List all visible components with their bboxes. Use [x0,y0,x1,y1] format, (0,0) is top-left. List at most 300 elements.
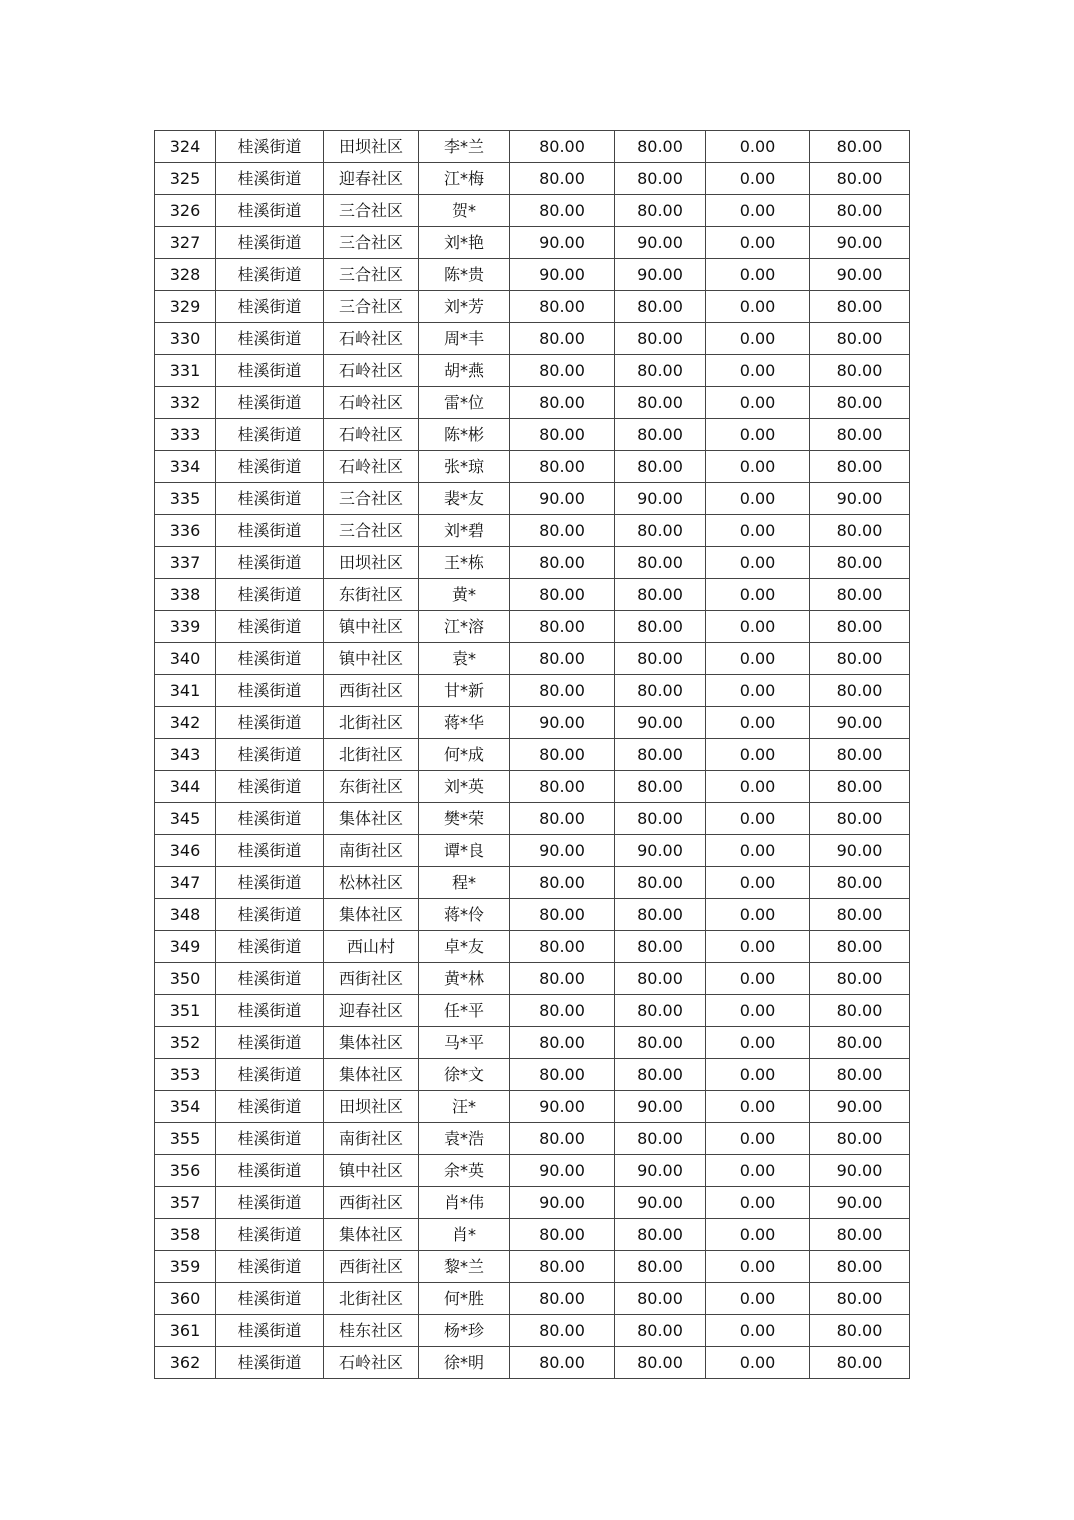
amount-cell-4: 80.00 [810,803,910,835]
street-cell: 桂溪街道 [216,483,324,515]
amount-cell-1: 80.00 [510,963,615,995]
amount-cell-2: 80.00 [615,387,706,419]
table-row [155,579,910,611]
name-cell: 程* [419,867,510,899]
community-cell: 石岭社区 [324,387,419,419]
table-row [155,771,910,803]
row-number-cell: 344 [155,771,216,803]
amount-cell-2: 80.00 [615,803,706,835]
amount-cell-2: 80.00 [615,739,706,771]
amount-cell-3: 0.00 [706,515,810,547]
row-number-cell: 324 [155,131,216,163]
community-cell: 西街社区 [324,1187,419,1219]
amount-cell-1: 80.00 [510,899,615,931]
amount-cell-3: 0.00 [706,451,810,483]
amount-cell-3: 0.00 [706,1059,810,1091]
amount-cell-2: 80.00 [615,419,706,451]
street-cell: 桂溪街道 [216,1283,324,1315]
amount-cell-4: 80.00 [810,899,910,931]
name-cell: 刘*英 [419,771,510,803]
community-cell: 石岭社区 [324,451,419,483]
row-number-cell: 345 [155,803,216,835]
amount-cell-3: 0.00 [706,1251,810,1283]
amount-cell-1: 80.00 [510,995,615,1027]
amount-cell-4: 80.00 [810,419,910,451]
name-cell: 马*平 [419,1027,510,1059]
street-cell: 桂溪街道 [216,387,324,419]
amount-cell-3: 0.00 [706,867,810,899]
amount-cell-3: 0.00 [706,387,810,419]
amount-cell-2: 80.00 [615,355,706,387]
amount-cell-2: 90.00 [615,259,706,291]
amount-cell-1: 80.00 [510,579,615,611]
amount-cell-3: 0.00 [706,323,810,355]
community-cell: 西街社区 [324,675,419,707]
name-cell: 刘*艳 [419,227,510,259]
community-cell: 桂东社区 [324,1315,419,1347]
amount-cell-2: 80.00 [615,323,706,355]
amount-cell-4: 90.00 [810,227,910,259]
amount-cell-2: 80.00 [615,867,706,899]
community-cell: 南街社区 [324,835,419,867]
amount-cell-4: 80.00 [810,963,910,995]
table-row [155,1251,910,1283]
amount-cell-4: 90.00 [810,1091,910,1123]
amount-cell-2: 80.00 [615,131,706,163]
amount-cell-3: 0.00 [706,131,810,163]
name-cell: 李*兰 [419,131,510,163]
street-cell: 桂溪街道 [216,803,324,835]
table-row [155,1027,910,1059]
amount-cell-2: 90.00 [615,835,706,867]
amount-cell-4: 80.00 [810,675,910,707]
amount-cell-2: 80.00 [615,195,706,227]
table-row [155,1155,910,1187]
name-cell: 袁*浩 [419,1123,510,1155]
amount-cell-1: 90.00 [510,835,615,867]
amount-cell-1: 80.00 [510,1347,615,1379]
table-row [155,387,910,419]
name-cell: 周*丰 [419,323,510,355]
amount-cell-3: 0.00 [706,1123,810,1155]
amount-cell-3: 0.00 [706,483,810,515]
amount-cell-4: 80.00 [810,1219,910,1251]
row-number-cell: 334 [155,451,216,483]
name-cell: 刘*碧 [419,515,510,547]
street-cell: 桂溪街道 [216,739,324,771]
amount-cell-1: 80.00 [510,771,615,803]
community-cell: 西街社区 [324,1251,419,1283]
street-cell: 桂溪街道 [216,1347,324,1379]
name-cell: 张*琼 [419,451,510,483]
amount-cell-4: 80.00 [810,547,910,579]
community-cell: 石岭社区 [324,323,419,355]
community-cell: 东街社区 [324,579,419,611]
amount-cell-2: 90.00 [615,707,706,739]
street-cell: 桂溪街道 [216,1187,324,1219]
amount-cell-2: 80.00 [615,771,706,803]
community-cell: 三合社区 [324,227,419,259]
name-cell: 樊*荣 [419,803,510,835]
name-cell: 胡*燕 [419,355,510,387]
amount-cell-2: 80.00 [615,931,706,963]
amount-cell-1: 80.00 [510,1027,615,1059]
row-number-cell: 360 [155,1283,216,1315]
community-cell: 石岭社区 [324,1347,419,1379]
street-cell: 桂溪街道 [216,1315,324,1347]
amount-cell-4: 90.00 [810,259,910,291]
street-cell: 桂溪街道 [216,931,324,963]
table-row [155,1219,910,1251]
row-number-cell: 339 [155,611,216,643]
row-number-cell: 336 [155,515,216,547]
table-row [155,643,910,675]
row-number-cell: 326 [155,195,216,227]
table-row [155,1347,910,1379]
amount-cell-2: 80.00 [615,963,706,995]
table-row [155,355,910,387]
amount-cell-2: 90.00 [615,483,706,515]
amount-cell-4: 80.00 [810,1251,910,1283]
amount-cell-1: 90.00 [510,1155,615,1187]
amount-cell-3: 0.00 [706,931,810,963]
community-cell: 北街社区 [324,739,419,771]
row-number-cell: 341 [155,675,216,707]
amount-cell-3: 0.00 [706,195,810,227]
street-cell: 桂溪街道 [216,611,324,643]
community-cell: 松林社区 [324,867,419,899]
amount-cell-1: 80.00 [510,515,615,547]
amount-cell-1: 80.00 [510,867,615,899]
community-cell: 北街社区 [324,1283,419,1315]
amount-cell-3: 0.00 [706,1347,810,1379]
amount-cell-3: 0.00 [706,291,810,323]
amount-cell-4: 80.00 [810,355,910,387]
amount-cell-3: 0.00 [706,643,810,675]
community-cell: 集体社区 [324,1059,419,1091]
amount-cell-1: 80.00 [510,1251,615,1283]
amount-cell-4: 90.00 [810,1187,910,1219]
street-cell: 桂溪街道 [216,707,324,739]
amount-cell-1: 80.00 [510,643,615,675]
row-number-cell: 357 [155,1187,216,1219]
amount-cell-3: 0.00 [706,163,810,195]
name-cell: 江*溶 [419,611,510,643]
table-row [155,963,910,995]
table-row [155,835,910,867]
row-number-cell: 328 [155,259,216,291]
amount-cell-1: 80.00 [510,931,615,963]
table-row [155,547,910,579]
row-number-cell: 347 [155,867,216,899]
amount-cell-1: 80.00 [510,323,615,355]
street-cell: 桂溪街道 [216,675,324,707]
street-cell: 桂溪街道 [216,1059,324,1091]
amount-cell-3: 0.00 [706,1283,810,1315]
amount-cell-2: 80.00 [615,1059,706,1091]
street-cell: 桂溪街道 [216,515,324,547]
community-cell: 三合社区 [324,291,419,323]
row-number-cell: 327 [155,227,216,259]
street-cell: 桂溪街道 [216,899,324,931]
amount-cell-1: 80.00 [510,675,615,707]
amount-cell-2: 80.00 [615,1219,706,1251]
amount-cell-4: 80.00 [810,1283,910,1315]
name-cell: 徐*明 [419,1347,510,1379]
row-number-cell: 332 [155,387,216,419]
row-number-cell: 359 [155,1251,216,1283]
name-cell: 黄*林 [419,963,510,995]
amount-cell-2: 90.00 [615,1091,706,1123]
name-cell: 蒋*伶 [419,899,510,931]
amount-cell-1: 80.00 [510,387,615,419]
row-number-cell: 358 [155,1219,216,1251]
amount-cell-3: 0.00 [706,611,810,643]
amount-cell-2: 90.00 [615,227,706,259]
community-cell: 镇中社区 [324,1155,419,1187]
amount-cell-2: 80.00 [615,1123,706,1155]
amount-cell-4: 80.00 [810,1123,910,1155]
row-number-cell: 331 [155,355,216,387]
amount-cell-1: 90.00 [510,1187,615,1219]
amount-cell-4: 90.00 [810,483,910,515]
community-cell: 田坝社区 [324,131,419,163]
row-number-cell: 348 [155,899,216,931]
amount-cell-1: 80.00 [510,355,615,387]
community-cell: 集体社区 [324,1027,419,1059]
street-cell: 桂溪街道 [216,355,324,387]
amount-cell-3: 0.00 [706,355,810,387]
amount-cell-1: 80.00 [510,547,615,579]
amount-cell-1: 90.00 [510,707,615,739]
amount-cell-4: 90.00 [810,1155,910,1187]
amount-cell-2: 80.00 [615,451,706,483]
street-cell: 桂溪街道 [216,963,324,995]
amount-cell-2: 80.00 [615,579,706,611]
row-number-cell: 337 [155,547,216,579]
community-cell: 西山村 [324,931,419,963]
row-number-cell: 354 [155,1091,216,1123]
amount-cell-4: 80.00 [810,1347,910,1379]
street-cell: 桂溪街道 [216,1155,324,1187]
amount-cell-1: 80.00 [510,1315,615,1347]
community-cell: 迎春社区 [324,995,419,1027]
row-number-cell: 352 [155,1027,216,1059]
row-number-cell: 350 [155,963,216,995]
table-row [155,1123,910,1155]
amount-cell-1: 80.00 [510,291,615,323]
amount-cell-1: 80.00 [510,419,615,451]
name-cell: 袁* [419,643,510,675]
amount-cell-4: 80.00 [810,387,910,419]
name-cell: 汪* [419,1091,510,1123]
amount-cell-4: 80.00 [810,1027,910,1059]
amount-cell-1: 90.00 [510,259,615,291]
amount-cell-4: 80.00 [810,995,910,1027]
street-cell: 桂溪街道 [216,579,324,611]
street-cell: 桂溪街道 [216,419,324,451]
amount-cell-4: 80.00 [810,131,910,163]
street-cell: 桂溪街道 [216,1251,324,1283]
row-number-cell: 349 [155,931,216,963]
street-cell: 桂溪街道 [216,195,324,227]
amount-cell-2: 80.00 [615,1347,706,1379]
row-number-cell: 325 [155,163,216,195]
amount-cell-3: 0.00 [706,1091,810,1123]
amount-cell-2: 80.00 [615,1251,706,1283]
community-cell: 镇中社区 [324,611,419,643]
community-cell: 北街社区 [324,707,419,739]
amount-cell-3: 0.00 [706,835,810,867]
community-cell: 迎春社区 [324,163,419,195]
amount-cell-2: 80.00 [615,995,706,1027]
table-row [155,995,910,1027]
name-cell: 徐*文 [419,1059,510,1091]
amount-cell-1: 80.00 [510,803,615,835]
street-cell: 桂溪街道 [216,643,324,675]
table-row [155,419,910,451]
amount-cell-2: 80.00 [615,611,706,643]
amount-cell-3: 0.00 [706,963,810,995]
name-cell: 任*平 [419,995,510,1027]
amount-cell-4: 80.00 [810,867,910,899]
row-number-cell: 340 [155,643,216,675]
amount-cell-2: 80.00 [615,291,706,323]
community-cell: 石岭社区 [324,355,419,387]
amount-cell-3: 0.00 [706,1315,810,1347]
table-row [155,707,910,739]
name-cell: 江*梅 [419,163,510,195]
table-row [155,1315,910,1347]
street-cell: 桂溪街道 [216,995,324,1027]
amount-cell-2: 90.00 [615,1155,706,1187]
amount-cell-2: 80.00 [615,163,706,195]
community-cell: 田坝社区 [324,1091,419,1123]
community-cell: 集体社区 [324,1219,419,1251]
table-row [155,163,910,195]
table-row [155,131,910,163]
amount-cell-1: 80.00 [510,163,615,195]
name-cell: 黄* [419,579,510,611]
street-cell: 桂溪街道 [216,867,324,899]
community-cell: 集体社区 [324,803,419,835]
street-cell: 桂溪街道 [216,291,324,323]
table-row [155,803,910,835]
amount-cell-4: 90.00 [810,707,910,739]
row-number-cell: 362 [155,1347,216,1379]
amount-cell-3: 0.00 [706,547,810,579]
street-cell: 桂溪街道 [216,1219,324,1251]
amount-cell-4: 80.00 [810,1059,910,1091]
community-cell: 东街社区 [324,771,419,803]
table-row [155,1187,910,1219]
name-cell: 甘*新 [419,675,510,707]
amount-cell-4: 80.00 [810,323,910,355]
community-cell: 南街社区 [324,1123,419,1155]
amount-cell-4: 80.00 [810,643,910,675]
table-row [155,899,910,931]
row-number-cell: 353 [155,1059,216,1091]
amount-cell-4: 80.00 [810,739,910,771]
amount-cell-1: 80.00 [510,739,615,771]
amount-cell-2: 80.00 [615,899,706,931]
amount-cell-4: 80.00 [810,771,910,803]
row-number-cell: 335 [155,483,216,515]
amount-cell-4: 80.00 [810,611,910,643]
row-number-cell: 333 [155,419,216,451]
amount-cell-2: 80.00 [615,1283,706,1315]
amount-cell-3: 0.00 [706,419,810,451]
amount-cell-2: 90.00 [615,1187,706,1219]
name-cell: 黎*兰 [419,1251,510,1283]
amount-cell-3: 0.00 [706,899,810,931]
name-cell: 刘*芳 [419,291,510,323]
data-table [154,130,910,1379]
amount-cell-4: 80.00 [810,291,910,323]
name-cell: 谭*良 [419,835,510,867]
amount-cell-4: 80.00 [810,195,910,227]
street-cell: 桂溪街道 [216,1091,324,1123]
name-cell: 杨*珍 [419,1315,510,1347]
name-cell: 肖*伟 [419,1187,510,1219]
amount-cell-1: 80.00 [510,131,615,163]
table-row [155,931,910,963]
name-cell: 余*英 [419,1155,510,1187]
street-cell: 桂溪街道 [216,1123,324,1155]
name-cell: 蒋*华 [419,707,510,739]
table-row [155,867,910,899]
name-cell: 陈*贵 [419,259,510,291]
table-row [155,1091,910,1123]
table-row [155,1283,910,1315]
table-row [155,451,910,483]
row-number-cell: 351 [155,995,216,1027]
amount-cell-3: 0.00 [706,1219,810,1251]
street-cell: 桂溪街道 [216,771,324,803]
amount-cell-1: 80.00 [510,1219,615,1251]
name-cell: 王*栋 [419,547,510,579]
amount-cell-4: 80.00 [810,163,910,195]
amount-cell-3: 0.00 [706,579,810,611]
street-cell: 桂溪街道 [216,227,324,259]
amount-cell-3: 0.00 [706,1155,810,1187]
amount-cell-4: 80.00 [810,1315,910,1347]
table-row [155,323,910,355]
street-cell: 桂溪街道 [216,1027,324,1059]
amount-cell-4: 80.00 [810,931,910,963]
street-cell: 桂溪街道 [216,835,324,867]
amount-cell-1: 80.00 [510,1283,615,1315]
amount-cell-1: 80.00 [510,1123,615,1155]
amount-cell-1: 80.00 [510,1059,615,1091]
table-row [155,227,910,259]
street-cell: 桂溪街道 [216,451,324,483]
name-cell: 裴*友 [419,483,510,515]
amount-cell-2: 80.00 [615,1027,706,1059]
community-cell: 集体社区 [324,899,419,931]
table-row [155,611,910,643]
amount-cell-2: 80.00 [615,675,706,707]
table-row [155,291,910,323]
name-cell: 卓*友 [419,931,510,963]
amount-cell-3: 0.00 [706,1187,810,1219]
community-cell: 三合社区 [324,515,419,547]
name-cell: 何*成 [419,739,510,771]
community-cell: 田坝社区 [324,547,419,579]
row-number-cell: 356 [155,1155,216,1187]
community-cell: 石岭社区 [324,419,419,451]
community-cell: 西街社区 [324,963,419,995]
